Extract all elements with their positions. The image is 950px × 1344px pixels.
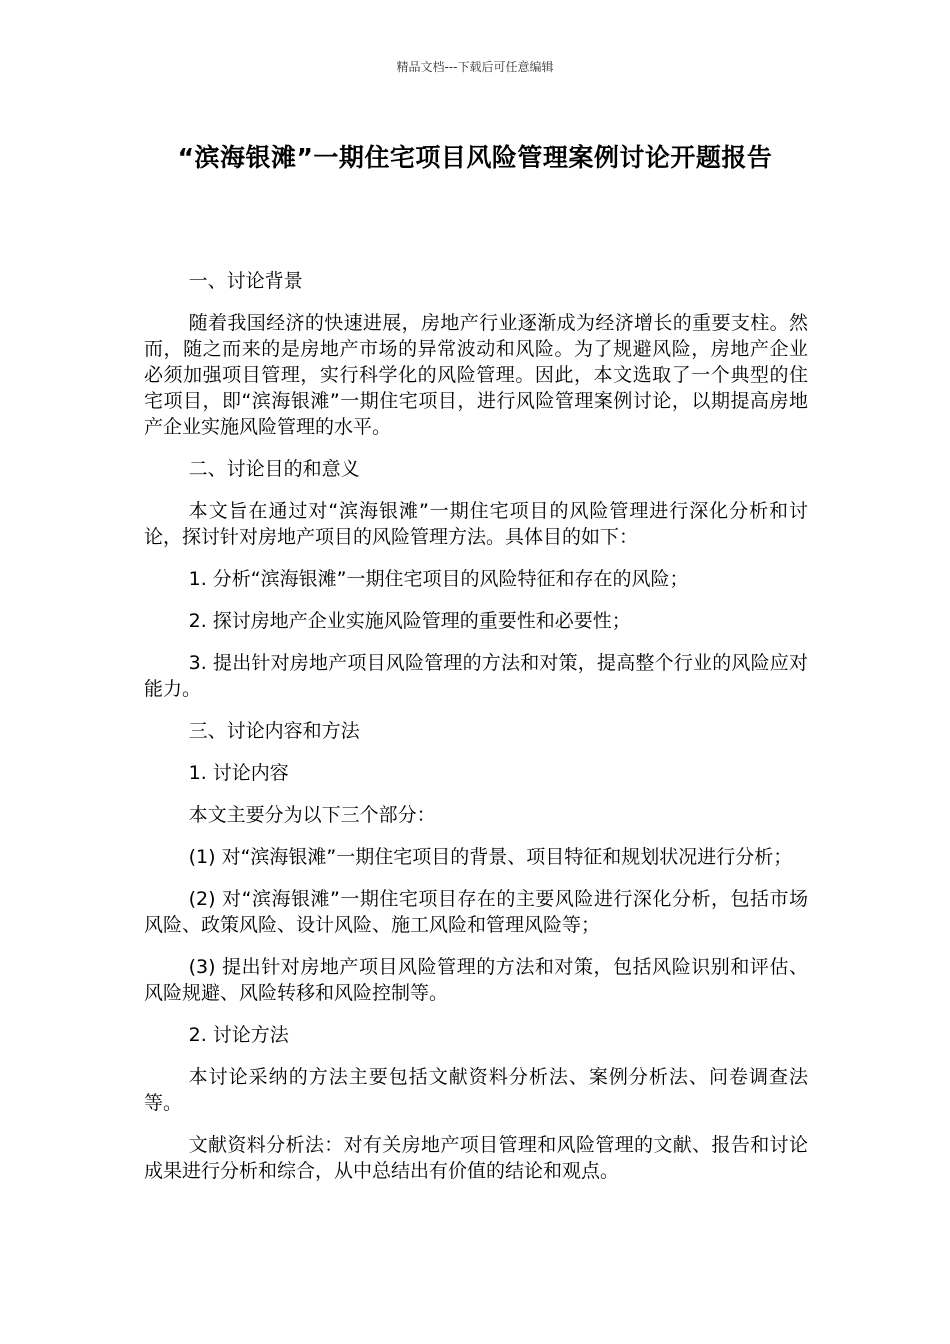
list-item-content-1: (1) 对“滨海银滩”一期住宅项目的背景、项目特征和规划状况进行分析； <box>188 846 793 868</box>
paragraph-literature-method: 文献资料分析法：对有关房地产项目管理和风险管理的文献、报告和讨论成果进行分析和综合，从中总结出有价值的结论和观点。 <box>144 1134 808 1182</box>
list-item-purpose-3: 3. 提出针对房地产项目风险管理的方法和对策，提高整个行业的风险应对能力。 <box>144 652 808 700</box>
list-item-purpose-2: 2. 探讨房地产企业实施风险管理的重要性和必要性； <box>188 610 631 632</box>
paragraph-content-intro: 本文主要分为以下三个部分： <box>188 804 436 826</box>
section-heading-background: 一、讨论背景 <box>188 270 303 292</box>
document-body <box>144 268 808 1200</box>
paragraph-background: 随着我国经济的快速进展，房地产行业逐渐成为经济增长的重要支柱。然而，随之而来的是房地产市场的异常波动和风险。为了规避风险，房地产企业必须加强项目管理，实行科学化的风险管理。因此，本文选取了一个典型的住宅项目，即“滨海银滩”一期住宅项目，进行风险管理案例讨论，以期提高房地产企业实施风险管理的水平。 <box>144 312 808 438</box>
subheading-method: 2. 讨论方法 <box>188 1024 289 1046</box>
document-title: “滨海银滩”一期住宅项目风险管理案例讨论开题报告 <box>177 143 773 172</box>
subheading-content: 1. 讨论内容 <box>188 762 289 784</box>
section-heading-purpose: 二、讨论目的和意义 <box>188 458 360 480</box>
paragraph-purpose: 本文旨在通过对“滨海银滩”一期住宅项目的风险管理进行深化分析和讨论，探讨针对房地产项目的风险管理方法。具体目的如下： <box>144 500 808 548</box>
header-note: 精品文档---下载后可任意编辑 <box>396 60 554 74</box>
section-heading-content-method: 三、讨论内容和方法 <box>188 720 360 742</box>
list-item-content-3: (3) 提出针对房地产项目风险管理的方法和对策，包括风险识别和评估、风险规避、风险转移和风险控制等。 <box>144 956 808 1004</box>
paragraph-method-intro: 本讨论采纳的方法主要包括文献资料分析法、案例分析法、问卷调查法等。 <box>144 1066 808 1114</box>
list-item-purpose-1: 1. 分析“滨海银滩”一期住宅项目的风险特征和存在的风险； <box>188 568 689 590</box>
list-item-content-2: (2) 对“滨海银滩”一期住宅项目存在的主要风险进行深化分析，包括市场风险、政策风险、设计风险、施工风险和管理风险等； <box>144 888 808 936</box>
